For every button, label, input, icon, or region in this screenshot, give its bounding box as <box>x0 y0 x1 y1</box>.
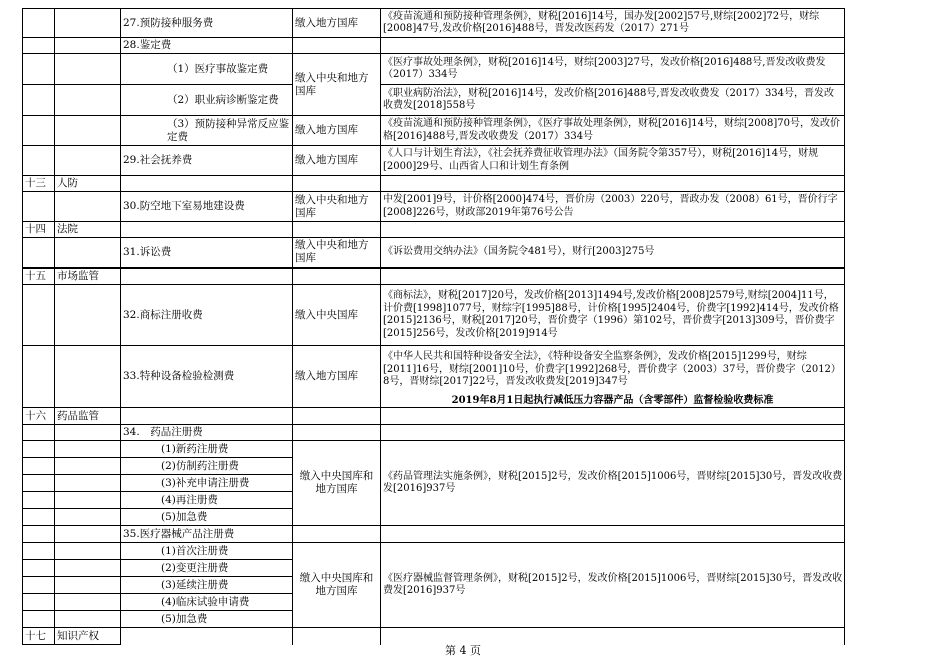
table-row <box>23 54 845 85</box>
basis-cell: 《医疗器械监督管理条例》，财税[2015]2号，发改价格[2015]1006号，晋财综[2015]30号，晋发改收费发[2016]937号 <box>381 543 845 628</box>
table-row <box>23 346 845 394</box>
item-name: 35.医疗器械产品注册费 <box>121 526 293 543</box>
table-row <box>23 38 845 54</box>
table-row <box>23 425 845 441</box>
section-row <box>23 222 845 238</box>
sub-item: (5)加急费 <box>121 509 293 526</box>
basis-cell: 《疫苗流通和预防接种管理条例》，《医疗事故处理条例》，财税[2016]14号，财综[2008]70号，发改价格[2016]488号,晋发改收费发（2017）334号 <box>381 116 845 146</box>
section-number: 十三 <box>23 176 55 192</box>
section-name: 药品监管 <box>55 408 121 425</box>
sub-item: (1)新药注册费 <box>121 441 293 458</box>
item-name: 32.商标注册收费 <box>121 285 293 346</box>
item-name: 33.特种设备检验检测费 <box>121 346 293 408</box>
dept-cell: 缴入地方国库 <box>293 146 381 176</box>
item-name: 28.鉴定费 <box>121 38 293 54</box>
basis-cell: 《诉讼费用交纳办法》（国务院令481号），财行[2003]275号 <box>381 238 845 268</box>
table-row <box>23 146 845 176</box>
section-name: 人防 <box>55 176 121 192</box>
section-number: 十七 <box>23 628 55 645</box>
item-name: （3）预防接种异常反应鉴定费 <box>121 116 293 146</box>
basis-cell: 《疫苗流通和预防接种管理条例》，财税[2016]14号，国办发[2002]57号,财综[2002]72号，财综[2008]47号,发改价格[2016]488号，晋发改医药发（2017）271号 <box>381 9 845 38</box>
dept-cell: 缴入中央国库和地方国库 <box>293 543 381 628</box>
item-name: （2）职业病诊断鉴定费 <box>121 85 293 116</box>
dept-cell: 缴入中央和地方国库 <box>293 54 381 116</box>
note-cell: 2019年8月1日起执行减低压力容器产品（含零部件）监督检验收费标准 <box>381 394 845 408</box>
dept-cell: 缴入中央国库 <box>293 285 381 346</box>
basis-cell: 《中华人民共和国特种设备安全法》，《特种设备安全监察条例》，发改价格[2015]1299号，财综[2011]16号，财综[2001]10号，价费字[1992]268号，晋价费字（2003）37号，晋价费字（2012）8号，晋财综[2017]22号，晋发改收费发[2019]347号 <box>381 346 845 394</box>
sub-item: (4)临床试验申请费 <box>121 594 293 611</box>
dept-cell: 缴入地方国库 <box>293 346 381 408</box>
dept-cell: 缴入地方国库 <box>293 9 381 38</box>
table-row <box>23 285 845 346</box>
section-number: 十五 <box>23 268 55 285</box>
sub-item: (3)延续注册费 <box>121 577 293 594</box>
sub-item: (1)首次注册费 <box>121 543 293 560</box>
basis-cell: 中发[2001]9号，计价格[2000]474号，晋价房（2003）220号，晋政办发（2008）61号，晋价行字[2008]226号，财政部2019年第76号公告 <box>381 192 845 222</box>
sub-item: (2)仿制药注册费 <box>121 458 293 475</box>
table-row <box>23 85 845 116</box>
section-name: 法院 <box>55 222 121 238</box>
table-row <box>23 441 845 458</box>
item-name: 27.预防接种服务费 <box>121 9 293 38</box>
item-name: 29.社会抚养费 <box>121 146 293 176</box>
section-row <box>23 268 845 285</box>
table-row <box>23 116 845 146</box>
basis-cell: 《商标法》，财税[2017]20号，发改价格[2013]1494号,发改价格[2008]2579号,财综[2004]11号，计价费[1998]1077号，财综字[1995]88号，计价格[1995]2404号，价费字[1992]414号，发改价格[2015]2136号，财税[2017]20号，晋价费字（1996）第102号，晋价费字[2013]309号，晋价费字[2015]256号，发改价格[2019]914号 <box>381 285 845 346</box>
section-name: 知识产权 <box>55 628 121 645</box>
dept-cell: 缴入中央和地方国库 <box>293 238 381 268</box>
item-name: 34. 药品注册费 <box>121 425 293 441</box>
page-number: 第 4 页 <box>445 644 481 657</box>
item-name: （1）医疗事故鉴定费 <box>121 54 293 85</box>
item-name: 31.诉讼费 <box>121 238 293 268</box>
sub-item: (3)补充申请注册费 <box>121 475 293 492</box>
fee-table <box>22 8 845 645</box>
table-row <box>23 238 845 268</box>
sub-item: (2)变更注册费 <box>121 560 293 577</box>
table-row <box>23 192 845 222</box>
section-number: 十六 <box>23 408 55 425</box>
basis-cell: 《人口与计划生育法》，《社会抚养费征收管理办法》（国务院令第357号），财税[2016]14号，财规[2000]29号、山西省人口和计划生育条例 <box>381 146 845 176</box>
item-name: 30.防空地下室易地建设费 <box>121 192 293 222</box>
basis-cell: 《药品管理法实施条例》，财税[2015]2号，发改价格[2015]1006号，晋财综[2015]30号，晋发改收费发[2016]937号 <box>381 441 845 526</box>
fee-table-sheet <box>22 8 844 645</box>
basis-cell: 《医疗事故处理条例》，财税[2016]14号，财综[2003]27号，发改价格[2016]488号,晋发改收费发（2017）334号 <box>381 54 845 85</box>
dept-cell: 缴入地方国库 <box>293 116 381 146</box>
section-row <box>23 408 845 425</box>
page-footer <box>0 642 936 662</box>
sub-item: (4)再注册费 <box>121 492 293 509</box>
basis-cell: 《职业病防治法》，财税[2016]14号，发改价格[2016]488号,晋发改收费发（2017）334号，晋发改收费发[2018]558号 <box>381 85 845 116</box>
table-row <box>23 9 845 38</box>
dept-cell: 缴入中央和地方国库 <box>293 192 381 222</box>
table-row <box>23 526 845 543</box>
section-number: 十四 <box>23 222 55 238</box>
dept-cell: 缴入中央国库和地方国库 <box>293 441 381 526</box>
table-row <box>23 543 845 560</box>
section-row <box>23 176 845 192</box>
sub-item: (5)加急费 <box>121 611 293 628</box>
section-name: 市场监管 <box>55 268 121 285</box>
